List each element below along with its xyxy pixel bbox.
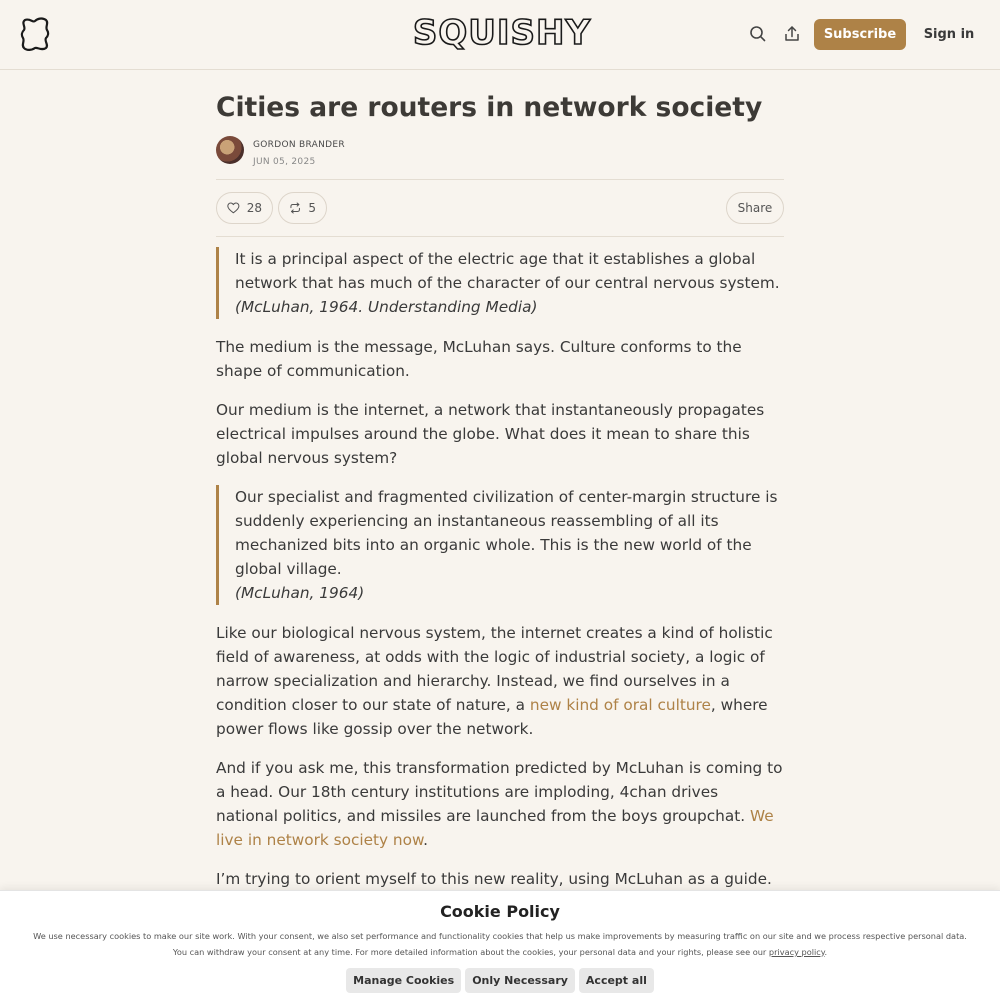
share-button[interactable]: Share [726, 192, 784, 224]
author-avatar[interactable] [216, 136, 244, 164]
paragraph-text: And if you ask me, this transformation predicted by McLuhan is coming to a head. Our 18th century institutions are imploding, 4chan drives national politics, and missiles are launched from the boys groupchat. [216, 759, 783, 825]
oral-culture-link[interactable]: new kind of oral culture [529, 696, 711, 714]
squishy-blob-icon[interactable] [20, 17, 50, 51]
paragraph-text: Like our biological nervous system, the internet creates a kind of holistic field of awareness, at odds with the logic of industrial society, a logic of narrow specialization and hierarchy. Instead, we find ourselves in a condition closer to our state of nature, a [216, 624, 773, 714]
share-icon[interactable] [782, 24, 802, 44]
cookie-buttons [0, 968, 1000, 993]
privacy-policy-link[interactable]: privacy policy [768, 947, 825, 957]
blockquote [216, 485, 784, 605]
paragraph [216, 756, 784, 852]
cookie-text-line: We use necessary cookies to make our site work. With your consent, we also set performance and functionality cookies that help us make improvements by measuring traffic on our site and we process respective personal data. [33, 931, 967, 941]
blockquote [216, 247, 784, 319]
restack-count: 5 [308, 201, 316, 215]
subscribe-button[interactable]: Subscribe [814, 19, 906, 50]
quote-citation: (McLuhan, 1964. Understanding Media) [235, 298, 538, 316]
cookie-title: Cookie Policy [440, 902, 560, 921]
article-body [216, 237, 784, 891]
only-necessary-button[interactable]: Only Necessary [465, 968, 575, 993]
paragraph: Our medium is the internet, a network that instantaneously propagates electrical impulses around the globe. What does it mean to share this global nervous system? [216, 401, 765, 467]
paragraph-text: , where power flows like gossip over the network. [216, 696, 768, 738]
author-name[interactable]: GORDON BRANDER [253, 140, 345, 150]
paragraph: I’m trying to orient myself to this new reality, using McLuhan as a guide. [216, 870, 772, 888]
search-icon[interactable] [748, 24, 768, 44]
cookie-text-line: You can withdraw your consent at any time. For more detailed information about the cookies, your personal data and your rights, please see our [172, 947, 769, 957]
cookie-text [0, 928, 1000, 960]
article-title: Cities are routers in network society [216, 92, 763, 123]
article [216, 70, 784, 906]
accept-all-button[interactable]: Accept all [579, 968, 654, 993]
like-button[interactable] [216, 192, 273, 224]
byline [216, 135, 784, 179]
quote-text: It is a principal aspect of the electric age that it establishes a global network that has much of the character of our central nervous system. [235, 250, 780, 292]
sign-in-button[interactable]: Sign in [920, 19, 978, 50]
paragraph: The medium is the message, McLuhan says. Culture conforms to the shape of communication. [216, 338, 742, 380]
restack-button[interactable] [278, 192, 327, 224]
restack-icon [289, 201, 301, 215]
site-wordmark[interactable]: SQUISHY [412, 13, 592, 53]
post-actions [216, 180, 784, 236]
quote-citation: (McLuhan, 1964) [235, 584, 365, 602]
manage-cookies-button[interactable]: Manage Cookies [346, 968, 461, 993]
paragraph [216, 621, 784, 741]
like-count: 28 [246, 201, 262, 215]
paragraph-text: . [423, 831, 428, 849]
cookie-banner [0, 890, 1000, 1000]
cookie-text-line: . [824, 947, 828, 957]
quote-text: Our specialist and fragmented civilization of center-margin structure is suddenly experiencing an instantaneous reassembling of all its mechanized bits into an organic whole. This is the new world of the global village. [235, 488, 778, 578]
site-header [0, 0, 1000, 70]
network-society-link[interactable]: We live in network society now [216, 807, 774, 849]
publish-date: JUN 05, 2025 [253, 157, 316, 167]
heart-icon [227, 201, 240, 215]
